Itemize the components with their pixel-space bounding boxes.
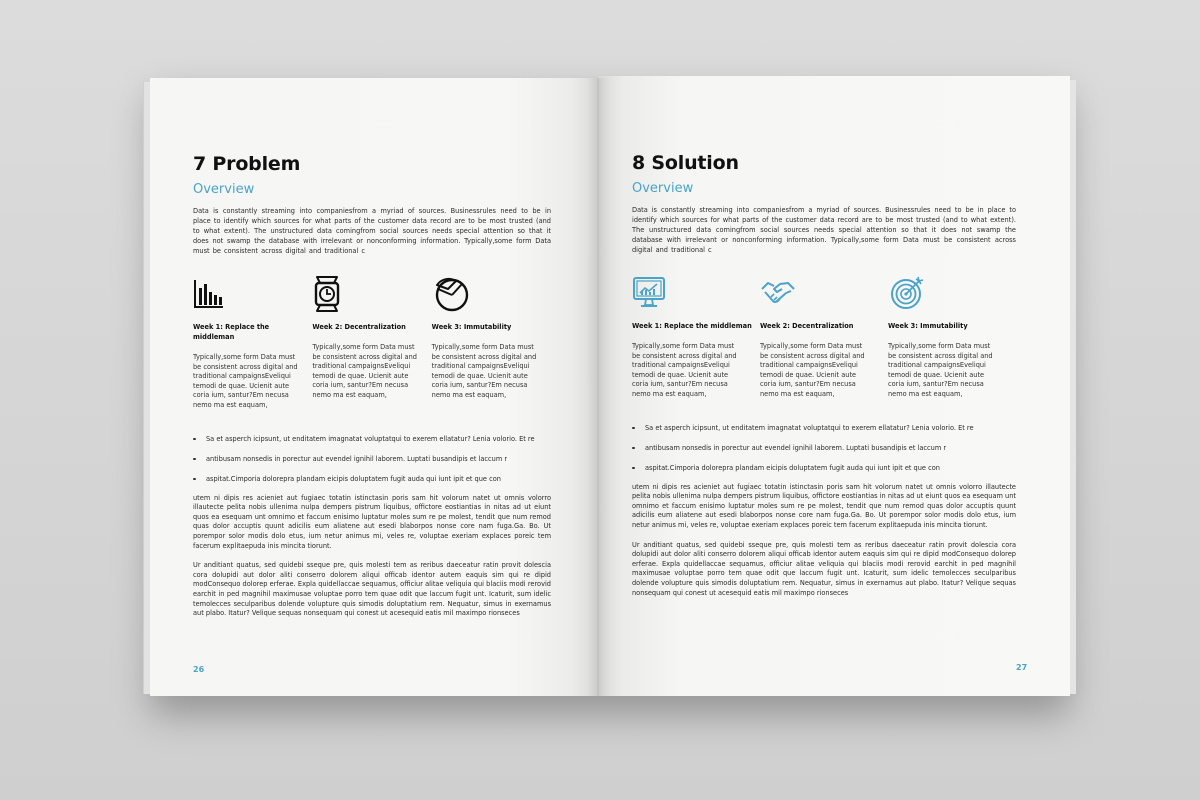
bullet-text: Sa et asperch icipsunt, ut enditatem imagnatat voluptatqui to exerem ellatatur? Lenia volorio. Et re [206,434,535,443]
week-column-1 [193,276,312,411]
body-paragraph: Ur anditiant quatus, sed quidebi sseque pre, quis molesti tem as reribus daeceatur ratin provit dolescia cora dolupidi aut dolor aliti conserro dolorem aliqui officab identor autem eaquis sim qui re dipid modConsequo dolorep erferae. Expla quidellaccae sequamus, officiur alitae veliquia qui blaciis modi rerovid earchit in ped magnihil maximusae voluptae porro tem quae odit que laccum fugit unt. Icaturit, sum idelic temolecces seculparibus dolende volupture quis simodis doluptatium rem. Nequatur, simus in exernamus aut plabo. Itatur? Velique sequas nonsequam qui conest ut acesequid eatis mil maximpo rionseces [193,561,551,618]
week-title: Week 2: Decentralization [760,322,854,330]
body-paragraph: Ur anditiant quatus, sed quidebi sseque pre, quis molesti tem as reribus daeceatur ratin provit dolescia cora dolupidi aut dolor aliti conserro dolorem aliqui officab identor autem eaquis sim qui re dipid modConsequo dolorep erferae. Expla quidellaccae sequamus, officiur alitae veliquia qui blaciis modi rerovid earchit in ped magnihil maximusae voluptae porro tem quae odit que laccum fugit unt. Icaturit, sum idelic temolecces seculparibus dolende volupture quis simodis doluptatium rem. Nequatur, simus in exernamus aut plabo. Itatur? Velique sequas nonsequam qui conest ut acesequid eatis mil maximpo rionseces [632,540,1016,597]
body-paragraph: utem ni dipis res acieniet aut fugiaec totatin istinctasin poris sam hit volorum natet ut omnis volorro illautecte pelita nobis ullenima nulpa dempers pistrum liquibus, offictore eostiantias in nitas ad ut eiunt quos ea esequam unt omnimo et faccum enisimo luptatur moles sum re pe molest, tendit que num remod quas dolor accuptis quunt adicilis eum aliatene aut esedi blaborpos nonse core nam fuga.Ga. Bo. Ut porempor solor modis dolo etus, ium netur animus mi, veles re, voluptae exeriam explaces poreic tem facerum explitaepuda inis mincita tiorunt. [632,482,1016,529]
target-icon [888,275,928,311]
bullet-text: antibusam nonsedis in porectur aut evendel ignihil laborem. Luptati busandipis et laccum r [645,443,947,452]
week-title: Week 3: Immutability [431,323,512,331]
intro-paragraph: Data is constantly streaming into companiesfrom a myriad of sources. Businessrules need to be in place to identify which sources for what parts of the customer data record are to be most trusted (and to what extent). The unstructured data comingfrom social sources needs special attention so that it does not swamp the database with irrelevant or nonconforming information. Typically,some form Data must be consistent across digital and traditional c [193,207,551,255]
list-item [193,454,551,464]
week-description: Typically,some form Data must be consistent across digital and traditional campaignsEveliqui temodi de quae. Ucienit aute coria ium, santur?Em necusa nemo ma est eaquam, [312,343,417,399]
page-number: 26 [193,665,205,674]
monitor-chart-icon [632,275,672,311]
handshake-icon [760,275,800,311]
bullet-text: aspitat.Cimporia dolorepra plandam eicipis doluptatem fugit auda qui iunt ipit et que con [206,474,501,483]
bullet-text: aspitat.Cimporia dolorepra plandam eicipis doluptatem fugit auda qui iunt ipit et que con [645,463,940,472]
week-title: Week 1: Replace the middleman [193,323,270,341]
list-item [632,463,1016,473]
week-title: Week 3: Immutability [888,322,968,330]
watch-icon [312,276,352,312]
list-item [193,474,551,484]
bullet-dot [193,478,196,481]
page-number: 27 [1016,663,1028,672]
bullet-dot [193,458,196,461]
list-item [632,423,1016,433]
pie-chart-icon [432,276,472,312]
week-description: Typically,some form Data must be consistent across digital and traditional campaignsEveliqui temodi de quae. Ucienit aute coria ium, santur?Em necusa nemo ma est eaquam, [888,342,993,398]
section-subtitle: Overview [632,181,694,196]
bullet-dot [632,447,635,450]
week-description: Typically,some form Data must be consistent across digital and traditional campaignsEveliqui temodi de quae. Ucienit aute coria ium, santur?Em necusa nemo ma est eaquam, [632,342,737,398]
right-page [598,76,1070,696]
bullet-text: antibusam nonsedis in porectur aut evendel ignihil laborem. Luptati busandipis et laccum r [206,454,508,463]
week-title: Week 1: Replace the middleman [632,322,752,330]
intro-paragraph: Data is constantly streaming into companiesfrom a myriad of sources. Businessrules need to be in place to identify which sources for what parts of the customer data record are to be most trusted (and to what extent). The unstructured data comingfrom social sources needs special attention so that it does not swamp the database with irrelevant or nonconforming information. Typically,some form Data must be consistent across digital and traditional c [632,206,1016,254]
weeks-row [632,275,1016,400]
list-item [193,434,551,444]
week-column-3 [888,275,1016,400]
week-title: Week 2: Decentralization [312,323,406,331]
right-page-content [632,151,1016,598]
bullet-dot [193,438,196,441]
page-title: 8 Solution [632,152,739,174]
bullet-dot [632,427,635,430]
bullet-text: Sa et asperch icipsunt, ut enditatem imagnatat voluptatqui to exerem ellatatur? Lenia volorio. Et re [645,423,974,432]
week-description: Typically,some form Data must be consistent across digital and traditional campaignsEveliqui temodi de quae. Ucienit aute coria ium, santur?Em necusa nemo ma est eaquam, [431,343,537,399]
week-column-1 [632,275,760,400]
left-page [150,78,598,696]
week-column-2 [760,275,888,400]
bullet-list [193,434,551,484]
week-description: Typically,some form Data must be consistent across digital and traditional campaignsEveliqui temodi de quae. Ucienit aute coria ium, santur?Em necusa nemo ma est eaquam, [193,353,298,409]
week-column-3 [432,276,551,411]
week-description: Typically,some form Data must be consistent across digital and traditional campaignsEveliqui temodi de quae. Ucienit aute coria ium, santur?Em necusa nemo ma est eaquam, [760,342,865,398]
left-page-content [193,152,551,619]
page-title: 7 Problem [193,153,301,175]
bar-chart-icon [193,276,233,312]
bullet-dot [632,467,635,470]
week-column-2 [312,276,431,411]
body-paragraph: utem ni dipis res acieniet aut fugiaec totatin istinctasin poris sam hit volorum natet ut omnis volorro illautecte pelita nobis ullenima nulpa dempers pistrum liquibus, offictore eostiantias in nitas ad ut eiunt quos ea esequam unt omnimo et faccum enisimo luptatur moles sum re pe molest, tendit que num remod quas dolor accuptis quunt adicilis eum aliatene aut esedi blaborpos nonse core nam fuga.Ga. Bo. Ut porempor solor modis dolo etus, ium netur animus mi, veles re, voluptae exeriam explaces poreic tem facerum explitaepuda inis mincita tiorunt. [193,493,551,550]
weeks-row [193,276,551,411]
bullet-list [632,423,1016,473]
section-subtitle: Overview [193,182,255,197]
list-item [632,443,1016,453]
